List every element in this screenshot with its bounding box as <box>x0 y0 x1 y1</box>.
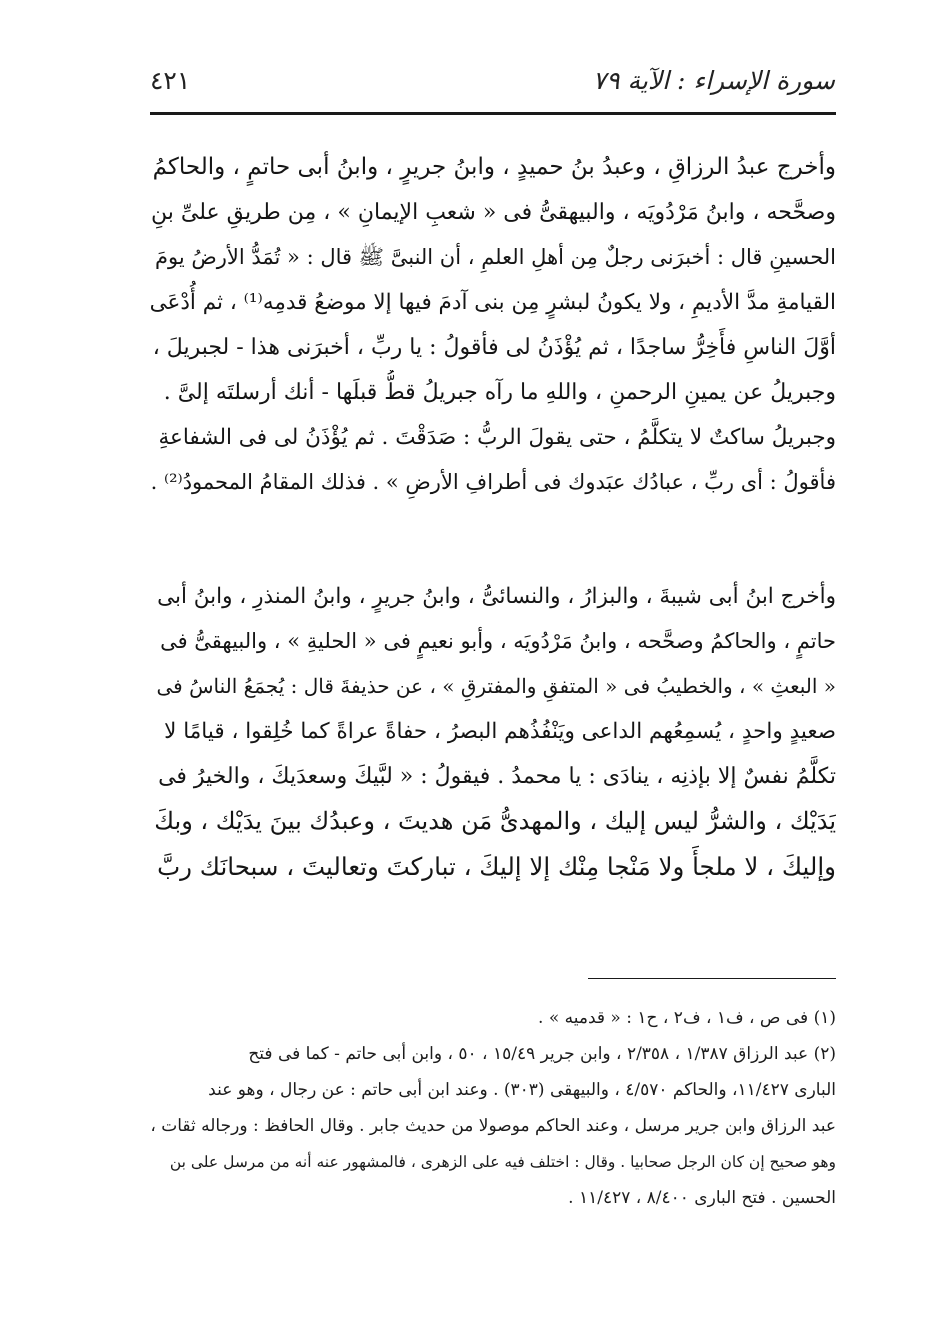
text-line: وأخرج عبدُ الرزاقِ ، وعبدُ بنُ حميدٍ ، وابنُ جريرٍ ، وابنُ أبى حاتمٍ ، والحاكمُ <box>152 154 836 180</box>
footnote-line: (٢) عبد الرزاق ١/٣٨٧ ، ٢/٣٥٨ ، وابن جرير ١٥/٤٩ ، ٥٠ ، وابن أبى حاتم - كما فى فتح <box>248 1044 836 1064</box>
footnote-line: وهو صحيح إن كان الرجل صحابيا . وقال : اختلف فيه على الزهرى ، فالمشهور عنه أنه من مرسل على بن <box>169 1153 836 1171</box>
text-line: فأقولُ : أى ربِّ ، عبادُك عبَدوك فى أطرافِ الأرضِ » . فذلك المقامُ المحمودُ⁽²⁾ . <box>150 470 836 494</box>
footnote-line: عبد الرزاق وابن جرير مرسل ، وعند الحاكم موصولا من حديث جابر . وقال الحافظ : ورجاله ثقات ، <box>150 1116 836 1136</box>
header-rule <box>150 112 836 115</box>
text-line: الحسينِ قال : أخبرَنى رجلٌ مِن أهلِ العلمِ ، أن النبىَّ ﷺ قال : « تُمَدُّ الأرضُ يومَ <box>154 245 836 269</box>
footnote-line: الحسين . فتح البارى ٨/٤٠٠ ، ١١/٤٢٧ . <box>568 1188 836 1208</box>
text-line: القيامةِ مدَّ الأديمِ ، ولا يكونُ لبشرٍ مِن بنى آدمَ فيها إلا موضعُ قدمِه⁽¹⁾ ، ثم أُدْعَى <box>150 290 836 315</box>
text-line: أوَّلَ الناسِ فأَخِرُّ ساجدًا ، ثم يُؤْذَنُ لى فأقولُ : يا ربِّ ، أخبرَنى هذا - لجبريلَ ، <box>152 335 836 360</box>
footnotes <box>150 1000 836 1216</box>
running-header <box>150 60 835 100</box>
footnote-line: البارى ١١/٤٢٧، والحاكم ٤/٥٧٠ ، والبيهقى (٣٠٣) . وعند ابن أبى حاتم : عن رجال ، وهو عند <box>208 1080 836 1100</box>
text-line: وجبريلُ عن يمينِ الرحمنِ ، واللهِ ما رآه جبريلُ قطُّ قبلَها - أنك أرسلتَه إلىَّ . <box>163 380 836 405</box>
text-line: وجبريلُ ساكتٌ لا يتكلَّمُ ، حتى يقولَ الربُّ : صَدَقْتَ . ثم يُؤْذَنُ لى فى الشفاعةِ <box>158 425 836 450</box>
text-line: وأخرج ابنُ أبى شيبةَ ، والبزارُ ، والنسائىُّ ، وابنُ جريرٍ ، وابنُ المنذرِ ، وابنُ أبى <box>157 584 836 609</box>
text-line: وإليكَ ، لا ملجأَ ولا مَنْجا مِنْك إلا إليكَ ، تباركتَ وتعاليتَ ، سبحانَك ربَّ <box>157 852 836 881</box>
running-title: سورة الإسراء : الآية ٧٩ <box>592 66 835 95</box>
paragraph-2 <box>150 574 836 889</box>
text-line: « البعثِ » ، والخطيبُ فى « المتفقِ والمفترقِ » ، عن حذيفةَ قال : يُجمَعُ الناسُ فى <box>156 674 836 698</box>
footnote-line: (١) فى ص ، ف١ ، ف٢ ، ح١ : « قدميه » . <box>538 1008 836 1028</box>
footnote-rule <box>588 978 836 979</box>
paragraph-1 <box>150 145 836 505</box>
text-line: وصحَّحه ، وابنُ مَرْدُويَه ، والبيهقىُّ فى « شعبِ الإيمانِ » ، مِن طريقِ علىِّ بنِ <box>151 200 836 225</box>
text-line: صعيدٍ واحدٍ ، يُسمِعُهم الداعى ويَنْفُذُهم البصرُ ، حفاةً عراةً كما خُلِقوا ، قيامًا لا <box>164 719 836 744</box>
text-line: يَدَيْك ، والشرُّ ليس إليك ، والمهدىُّ مَن هديتَ ، وعبدُك بينَ يدَيْك ، وبكَ <box>154 807 836 835</box>
text-line: حاتمٍ ، والحاكمُ وصحَّحه ، وابنُ مَرْدُويَه ، وأبو نعيمٍ فى « الحليةِ » ، والبيهقىُّ فى <box>160 629 836 653</box>
page-number: ٤٢١ <box>150 66 191 95</box>
text-line: تكلَّمُ نفسٌ إلا بإذنِه ، ينادَى : يا محمدُ . فيقولُ : « لبَّيكَ وسعدَيكَ ، والخيرُ فى <box>158 764 836 789</box>
